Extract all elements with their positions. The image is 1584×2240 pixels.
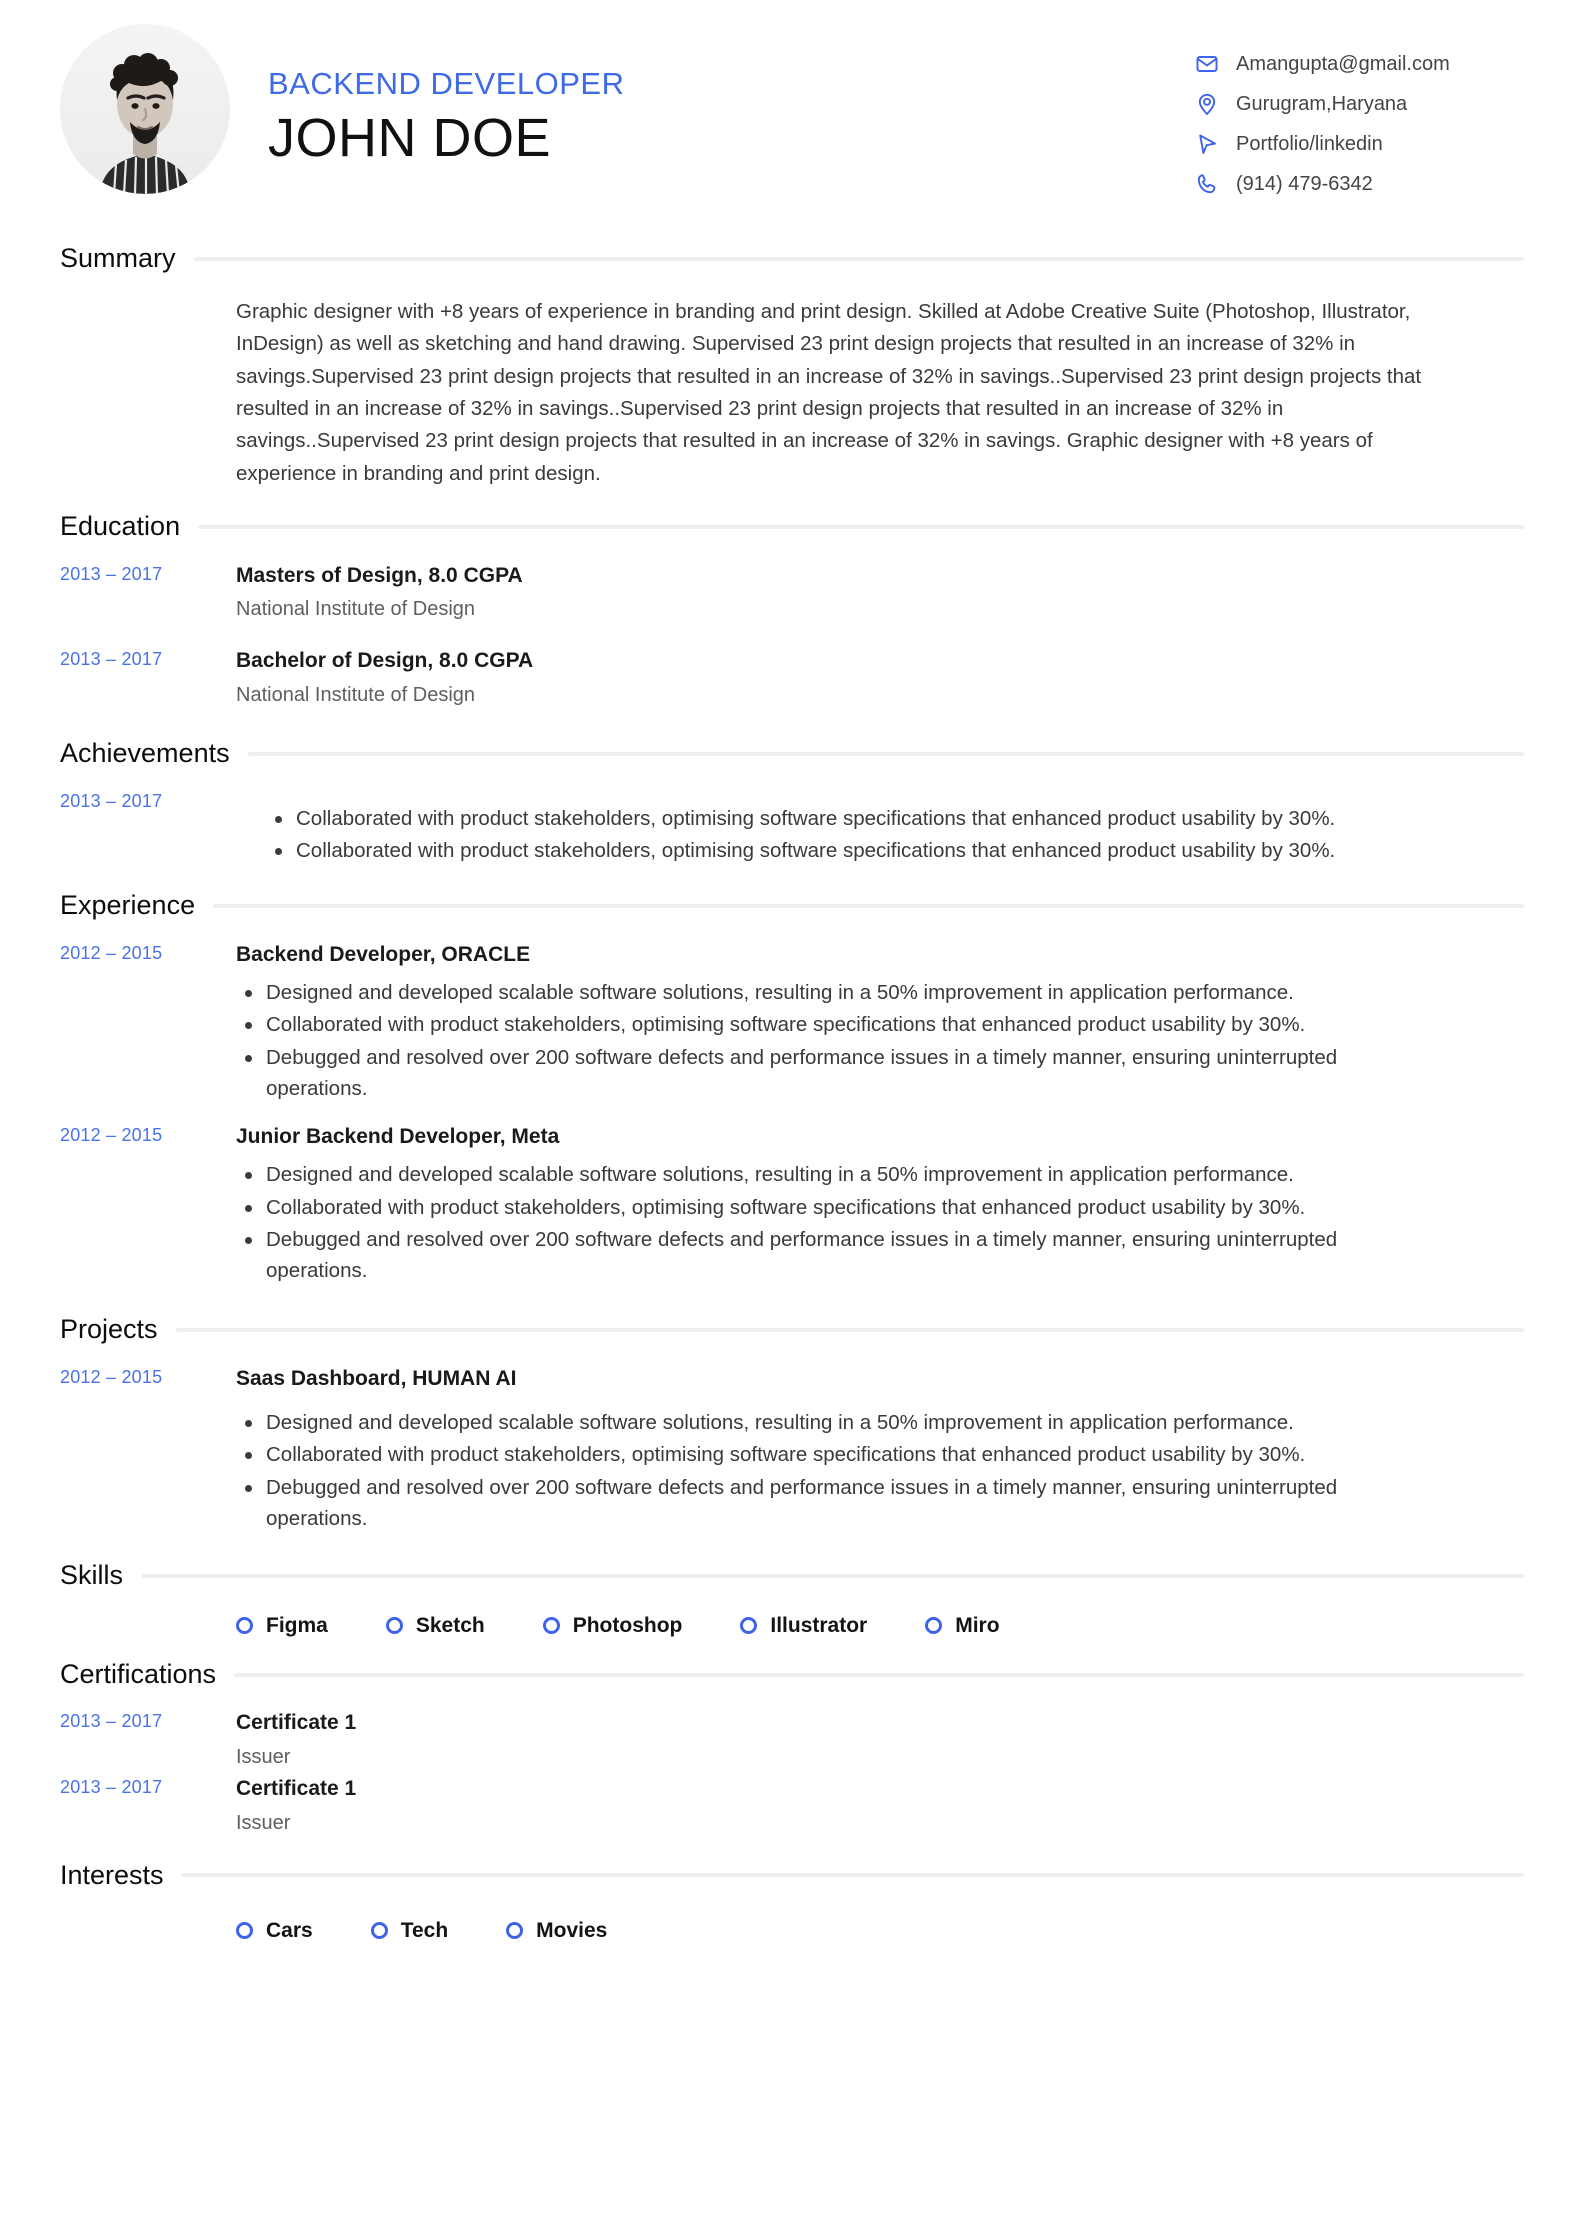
- experience-bullets: [236, 1159, 1524, 1286]
- skill-label: Illustrator: [770, 1613, 868, 1637]
- date-gutter: [60, 787, 236, 813]
- entry: [236, 645, 1524, 711]
- education-date: 2013 – 2017: [60, 649, 163, 670]
- section-title-experience: Experience: [60, 889, 196, 920]
- section-divider: [182, 1873, 1524, 1877]
- projects-heading-row: [60, 1313, 1524, 1347]
- certification-entry: [60, 1773, 1524, 1839]
- experience-date: 2012 – 2015: [60, 942, 163, 963]
- experience-role: Junior Backend Developer, Meta: [236, 1124, 560, 1148]
- experience-heading-row: [60, 889, 1524, 923]
- list-item: Debugged and resolved over 200 software defects and performance issues in a timely manner, ensuring uninterrupted operations.: [236, 1472, 1356, 1534]
- skill-label: Figma: [266, 1613, 328, 1637]
- interest-item[interactable]: [236, 1920, 313, 1941]
- list-item: Debugged and resolved over 200 software defects and performance issues in a timely manner, ensuring uninterrupted operations.: [236, 1042, 1356, 1104]
- list-item: Designed and developed scalable software solutions, resulting in a 50% improvement in application performance.: [236, 1407, 1356, 1438]
- contact-list: [1194, 24, 1524, 198]
- job-title: BACKEND DEVELOPER: [268, 66, 625, 101]
- interests-body: [60, 1898, 1524, 1941]
- certification-date: 2013 – 2017: [60, 1776, 163, 1797]
- experience-date: 2012 – 2015: [60, 1124, 163, 1145]
- ring-icon: [371, 1922, 388, 1939]
- contact-email[interactable]: [1194, 50, 1524, 78]
- achievement-entry: [60, 777, 1524, 867]
- section-title-projects: Projects: [60, 1314, 158, 1344]
- interest-item[interactable]: [371, 1920, 448, 1941]
- interests-chip-list: [236, 1920, 1524, 1941]
- section-divider: [198, 525, 1524, 529]
- list-item: Collaborated with product stakeholders, optimising software specifications that enhanced product usability by 30%.: [266, 835, 1386, 866]
- contact-email-text: Amangupta@gmail.com: [1236, 53, 1450, 75]
- skill-item[interactable]: [543, 1615, 683, 1636]
- section-title-summary: Summary: [60, 243, 176, 273]
- skill-item[interactable]: [925, 1615, 999, 1636]
- resume-header: [60, 0, 1524, 230]
- experience-role: Backend Developer, ORACLE: [236, 942, 531, 966]
- ring-icon: [543, 1617, 560, 1634]
- interest-label: Movies: [536, 1919, 608, 1943]
- section-title-achievements: Achievements: [60, 737, 230, 768]
- skill-item[interactable]: [740, 1615, 867, 1636]
- date-gutter: [60, 1920, 236, 1924]
- interests-heading-row: [60, 1859, 1524, 1893]
- section-projects: [60, 1313, 1524, 1535]
- identity-block: [230, 24, 1194, 172]
- contact-location[interactable]: [1194, 90, 1524, 118]
- experience-entry: [60, 929, 1524, 1105]
- experience-entry-content: [236, 1121, 1524, 1287]
- interests-content: [236, 1920, 1524, 1941]
- section-title-interests: Interests: [60, 1859, 164, 1890]
- certification-entry-content: [236, 1773, 1524, 1839]
- education-institution: National Institute of Design: [236, 683, 476, 706]
- date-gutter: [60, 1707, 236, 1733]
- date-gutter: [60, 939, 236, 965]
- date-gutter: [60, 296, 236, 300]
- skills-body: [60, 1599, 1524, 1636]
- achievement-date: 2013 – 2017: [60, 790, 163, 811]
- person-name: JOHN DOE: [268, 107, 552, 168]
- section-achievements: [60, 737, 1524, 867]
- phone-icon: [1194, 171, 1220, 197]
- section-divider: [141, 1574, 1524, 1578]
- ring-icon: [236, 1922, 253, 1939]
- section-divider: [176, 1328, 1524, 1332]
- date-gutter: [60, 1121, 236, 1147]
- avatar: [60, 24, 230, 194]
- ring-icon: [506, 1922, 523, 1939]
- section-divider: [248, 752, 1524, 756]
- contact-portfolio[interactable]: [1194, 130, 1524, 158]
- experience-bullets: [236, 977, 1524, 1104]
- list-item: Designed and developed scalable software solutions, resulting in a 50% improvement in application performance.: [236, 977, 1356, 1008]
- section-title-education: Education: [60, 511, 181, 541]
- list-item: Debugged and resolved over 200 software defects and performance issues in a timely manner, ensuring uninterrupted operations.: [236, 1224, 1356, 1286]
- contact-phone[interactable]: [1194, 170, 1524, 198]
- map-pin-icon: [1194, 91, 1220, 117]
- certifications-heading-row: [60, 1658, 1524, 1692]
- skill-label: Photoshop: [572, 1613, 683, 1637]
- section-divider: [213, 904, 1524, 908]
- education-entry: [60, 550, 1524, 630]
- education-institution: National Institute of Design: [236, 598, 476, 621]
- profile-photo-icon: [60, 24, 230, 194]
- date-gutter: [60, 560, 236, 586]
- ring-icon: [386, 1617, 403, 1634]
- skills-content: [236, 1615, 1524, 1636]
- summary-heading-row: [60, 242, 1524, 276]
- project-entry-content: [236, 1363, 1524, 1535]
- interest-label: Tech: [400, 1919, 449, 1943]
- certification-entry-content: [236, 1707, 1524, 1773]
- section-interests: [60, 1859, 1524, 1942]
- section-summary: [60, 242, 1524, 490]
- date-gutter: [60, 1363, 236, 1389]
- education-date: 2013 – 2017: [60, 563, 163, 584]
- project-date: 2012 – 2015: [60, 1366, 163, 1387]
- achievement-bullets-wrap: [236, 787, 1524, 867]
- summary-text: Graphic designer with +8 years of experience in branding and print design. Skilled at Adobe Creative Suite (Photoshop, Illustrator, InDesign) as well as sketching and hand drawing. Supervised 23 print design projects that resulted in an increase of 32% in savings.Supervised 23 print design projects that resulted in an increase of 32% in savings..Supervised 23 print design projects that resulted in an increase of 32% in savings..Supervised 23 print design projects that resulted in an increase of 32% in savings..Supervised 23 print design projects that resulted in an increase of 32% in savings. Graphic designer with +8 years of experience in branding and print design.: [236, 299, 1422, 485]
- skill-item[interactable]: [386, 1615, 485, 1636]
- certification-issuer: Issuer: [236, 1745, 291, 1768]
- education-degree: Masters of Design, 8.0 CGPA: [236, 563, 523, 587]
- achievement-bullets: [266, 803, 1524, 866]
- project-bullets: [236, 1407, 1524, 1534]
- section-divider: [234, 1673, 1524, 1677]
- education-entry-content: [236, 645, 1524, 715]
- ring-icon: [740, 1617, 757, 1634]
- education-degree: Bachelor of Design, 8.0 CGPA: [236, 649, 534, 673]
- send-cursor-icon: [1194, 131, 1220, 157]
- ring-icon: [236, 1617, 253, 1634]
- date-gutter: [60, 1773, 236, 1799]
- list-item: Collaborated with product stakeholders, optimising software specifications that enhanced product usability by 30%.: [236, 1009, 1356, 1040]
- section-skills: [60, 1559, 1524, 1636]
- section-title-certifications: Certifications: [60, 1658, 217, 1689]
- section-divider: [194, 257, 1524, 261]
- section-education: [60, 510, 1524, 715]
- contact-portfolio-text: Portfolio/linkedin: [1236, 133, 1383, 155]
- project-entry: [60, 1353, 1524, 1535]
- skill-item[interactable]: [236, 1615, 328, 1636]
- ring-icon: [925, 1617, 942, 1634]
- certification-name: Certificate 1: [236, 1711, 357, 1735]
- skills-chip-list: [236, 1615, 1524, 1636]
- summary-body: [60, 282, 1524, 490]
- list-item: Designed and developed scalable software solutions, resulting in a 50% improvement in application performance.: [236, 1159, 1356, 1190]
- education-entry-content: [236, 560, 1524, 630]
- certification-entry: [60, 1697, 1524, 1773]
- contact-location-text: Gurugram,Haryana: [1236, 93, 1408, 115]
- section-experience: [60, 889, 1524, 1287]
- certification-issuer: Issuer: [236, 1811, 291, 1834]
- education-heading-row: [60, 510, 1524, 544]
- experience-entry-content: [236, 939, 1524, 1105]
- certification-date: 2013 – 2017: [60, 1711, 163, 1732]
- list-item: Collaborated with product stakeholders, optimising software specifications that enhanced product usability by 30%.: [236, 1192, 1356, 1223]
- certification-name: Certificate 1: [236, 1776, 357, 1800]
- education-entry: [60, 629, 1524, 715]
- date-gutter: [60, 1615, 236, 1619]
- interest-item[interactable]: [506, 1920, 607, 1941]
- section-title-skills: Skills: [60, 1559, 124, 1590]
- list-item: Collaborated with product stakeholders, optimising software specifications that enhanced product usability by 30%.: [266, 803, 1386, 834]
- envelope-icon: [1194, 51, 1220, 77]
- summary-content: [236, 296, 1524, 490]
- interest-label: Cars: [266, 1919, 313, 1943]
- skill-label: Miro: [955, 1613, 1000, 1637]
- skill-label: Sketch: [415, 1613, 485, 1637]
- section-certifications: [60, 1658, 1524, 1839]
- date-gutter: [60, 645, 236, 671]
- list-item: Collaborated with product stakeholders, optimising software specifications that enhanced product usability by 30%.: [236, 1439, 1356, 1470]
- experience-entry: [60, 1105, 1524, 1287]
- skills-heading-row: [60, 1559, 1524, 1593]
- project-name: Saas Dashboard, HUMAN AI: [236, 1366, 517, 1390]
- contact-phone-text: (914) 479-6342: [1236, 173, 1373, 195]
- achievements-heading-row: [60, 737, 1524, 771]
- entry: [236, 560, 1524, 626]
